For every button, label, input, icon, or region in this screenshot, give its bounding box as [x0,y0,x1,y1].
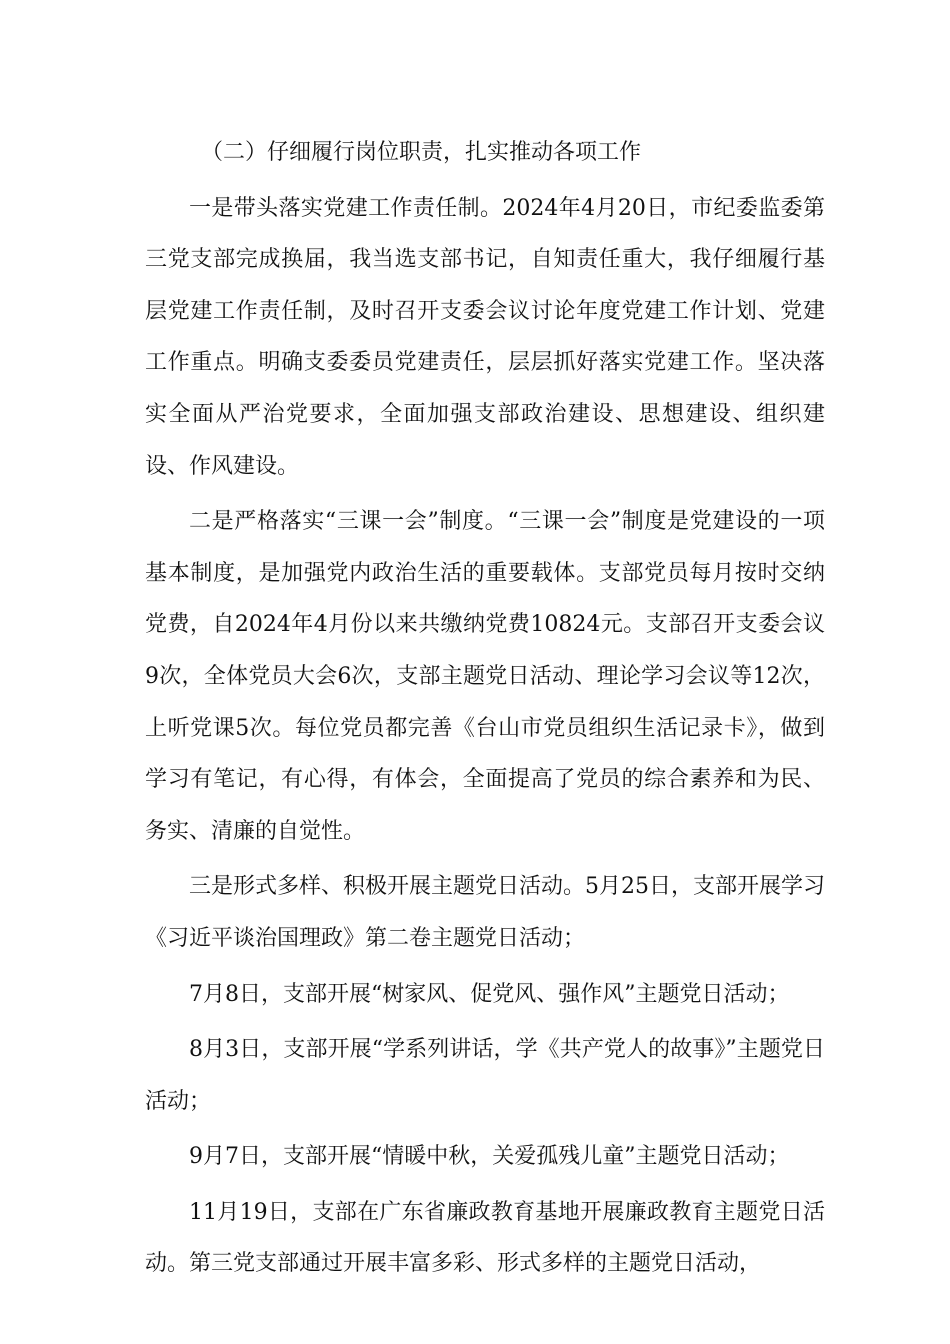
section-heading: （二）仔细履行岗位职责，扎实推动各项工作 [201,140,642,165]
paragraph-three-lessons-one-meeting: 二是严格落实“三课一会”制度。“三课一会”制度是党建设的一项基本制度，是加强党内政治生活的重要载体。支部党员每月按时交纳党费，自2024年4月份以来共缴纳党费10824元。支部召开支委会议9次，全体党员大会6次，支部主题党日活动、理论学习会议等12次，上听党课5次。每位党员都完善《台山市党员组织生活记录卡》，做到学习有笔记，有心得，有体会，全面提高了党员的综合素养和为民、务实、清廉的自觉性。 [145,509,825,844]
paragraph-august-activity: 8月3日，支部开展“学系列讲话，学《共产党人的故事》”主题党日活动； [145,1037,825,1114]
paragraph-september-activity: 9月7日，支部开展“情暖中秋，关爱孤残儿童”主题党日活动； [189,1144,790,1170]
paragraph-party-building-responsibility: 一是带头落实党建工作责任制。2024年4月20日，市纪委监委第三党支部完成换届，我当选支部书记，自知责任重大，我仔细履行基层党建工作责任制，及时召开支委会议讨论年度党建工作计划、党建工作重点。明确支委委员党建责任，层层抓好落实党建工作。坚决落实全面从严治党要求，全面加强支部政治建设、思想建设、组织建设、作风建设。 [145,195,825,479]
paragraph-july-activity: 7月8日，支部开展“树家风、促党风、强作风”主题党日活动； [189,981,790,1007]
paragraph-november-activity: 11月19日，支部在广东省廉政教育基地开展廉政教育主题党日活动。第三党支部通过开展丰富多彩、形式多样的主题党日活动， [145,1199,825,1277]
paragraph-theme-day-activities: 三是形式多样、积极开展主题党日活动。5月25日，支部开展学习《习近平谈治国理政》第二卷主题党日活动； [145,874,825,951]
document-body [145,127,825,1294]
